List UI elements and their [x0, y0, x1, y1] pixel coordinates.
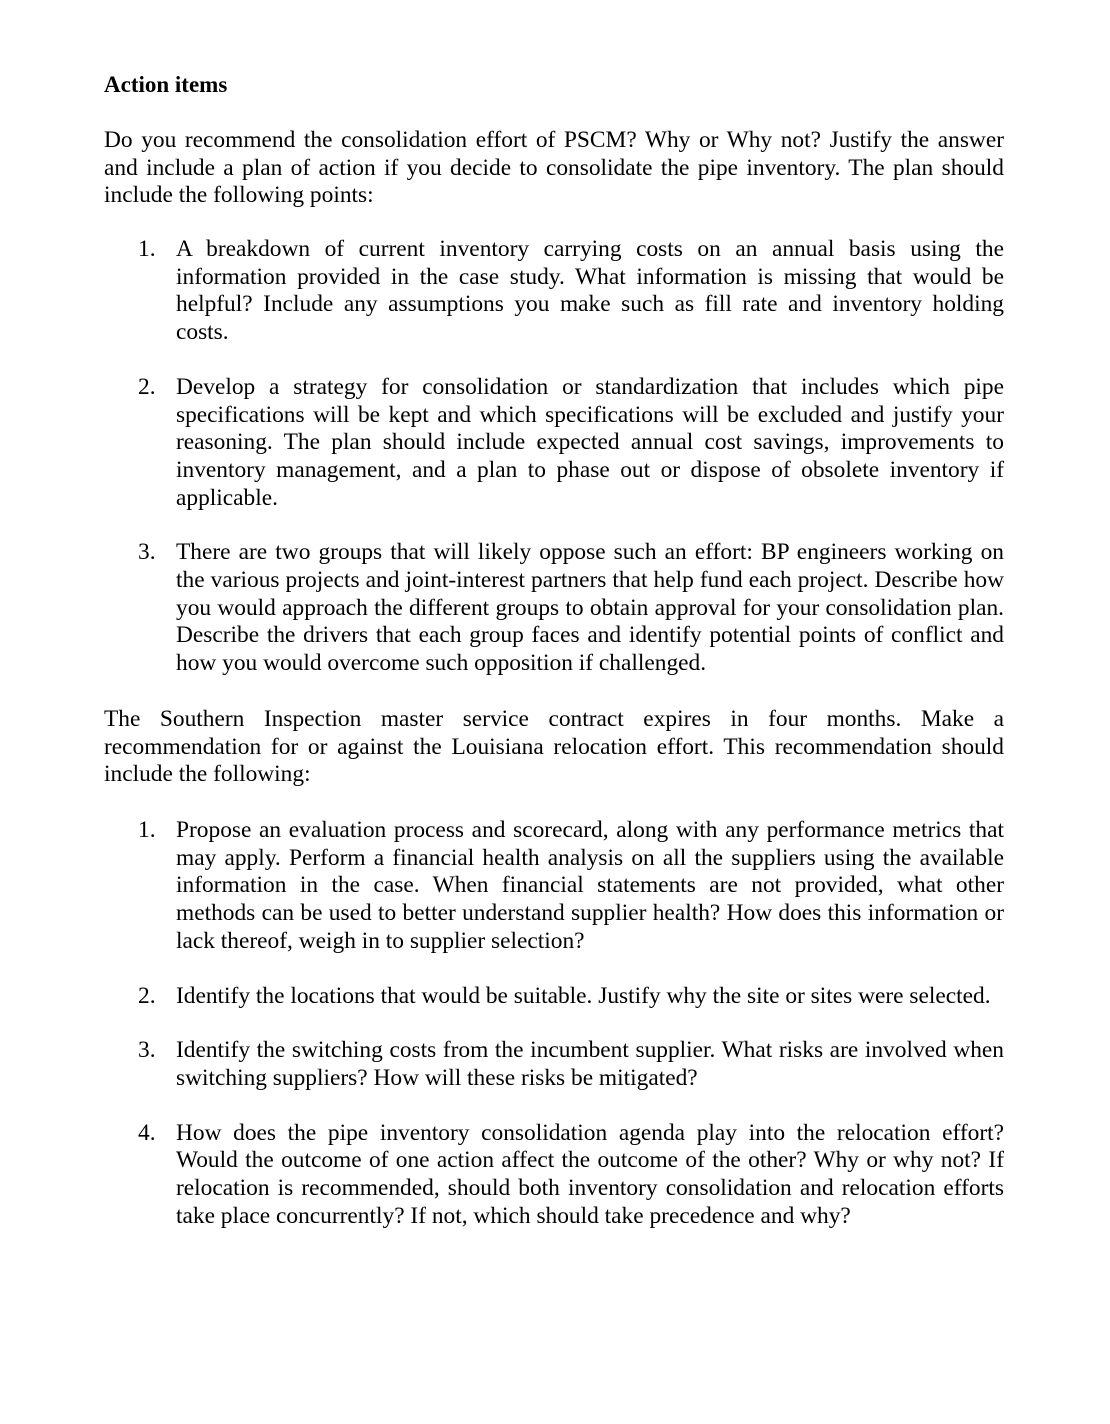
list-item: [0, 236, 1004, 347]
list-item-number: 4.: [138, 1119, 156, 1146]
list-item: [0, 539, 1004, 678]
relocation-action-list: [0, 817, 1110, 1257]
list-item-text: Propose an evaluation process and scorecard, along with any performance metrics that may apply. Perform a financial health analysis on all the suppliers using the available information in the case. When financial statements are not provided, what other methods can be used to better understand supplier health? How does this information or lack thereof, weigh in to supplier selection?: [176, 817, 1004, 954]
list-item-number: 3.: [138, 539, 156, 566]
list-item-number: 1.: [138, 817, 156, 843]
list-item-text: Identify the locations that would be suitable. Justify why the site or sites were selected.: [176, 982, 991, 1009]
list-item: [0, 374, 1004, 513]
list-item: [0, 1037, 1004, 1092]
consolidation-action-list: [0, 236, 1110, 705]
list-item-text: Identify the switching costs from the incumbent supplier. What risks are involved when switching suppliers? How will these risks be mitigated?: [176, 1037, 1004, 1091]
list-item-number: 2.: [138, 982, 156, 1009]
list-item: [0, 817, 1004, 956]
section-heading: Action items: [104, 72, 228, 97]
intro-paragraph-consolidation: Do you recommend the consolidation effort of PSCM? Why or Why not? Justify the answer and include a plan of action if you decide to consolidate the pipe inventory. The plan should include the following points:: [104, 127, 1004, 209]
list-item: [0, 1120, 1004, 1231]
list-item-text: A breakdown of current inventory carrying costs on an annual basis using the information provided in the case study. What information is missing that would be helpful? Include any assumptions you make such as fill rate and inventory holding costs.: [176, 236, 1004, 346]
list-item-number: 3.: [138, 1037, 156, 1064]
list-item-text: Develop a strategy for consolidation or standardization that includes which pipe specifications will be kept and which specifications will be excluded and justify your reasoning. The plan should include expected annual cost savings, improvements to inventory management, and a plan to phase out or dispose of obsolete inventory if applicable.: [176, 373, 1004, 511]
list-item: [0, 983, 1004, 1011]
list-item-number: 2.: [138, 373, 156, 400]
list-item-text: There are two groups that will likely oppose such an effort: BP engineers working on the various projects and joint-interest partners that help fund each project. Describe how you would approach the different groups to obtain approval for your consolidation plan. Describe the drivers that each group faces and identify potential points of conflict and how you would overcome such opposition if challenged.: [176, 539, 1004, 677]
list-item-number: 1.: [138, 236, 156, 262]
intro-paragraph-relocation: The Southern Inspection master service contract expires in four months. Make a recommendation for or against the Louisiana relocation effort. This recommendation should include the following:: [104, 706, 1004, 788]
list-item-text: How does the pipe inventory consolidation agenda play into the relocation effort? Would the outcome of one action affect the outcome of the other? Why or why not? If relocation is recommended, should both inventory consolidation and relocation efforts take place concurrently? If not, which should take precedence and why?: [176, 1119, 1004, 1229]
